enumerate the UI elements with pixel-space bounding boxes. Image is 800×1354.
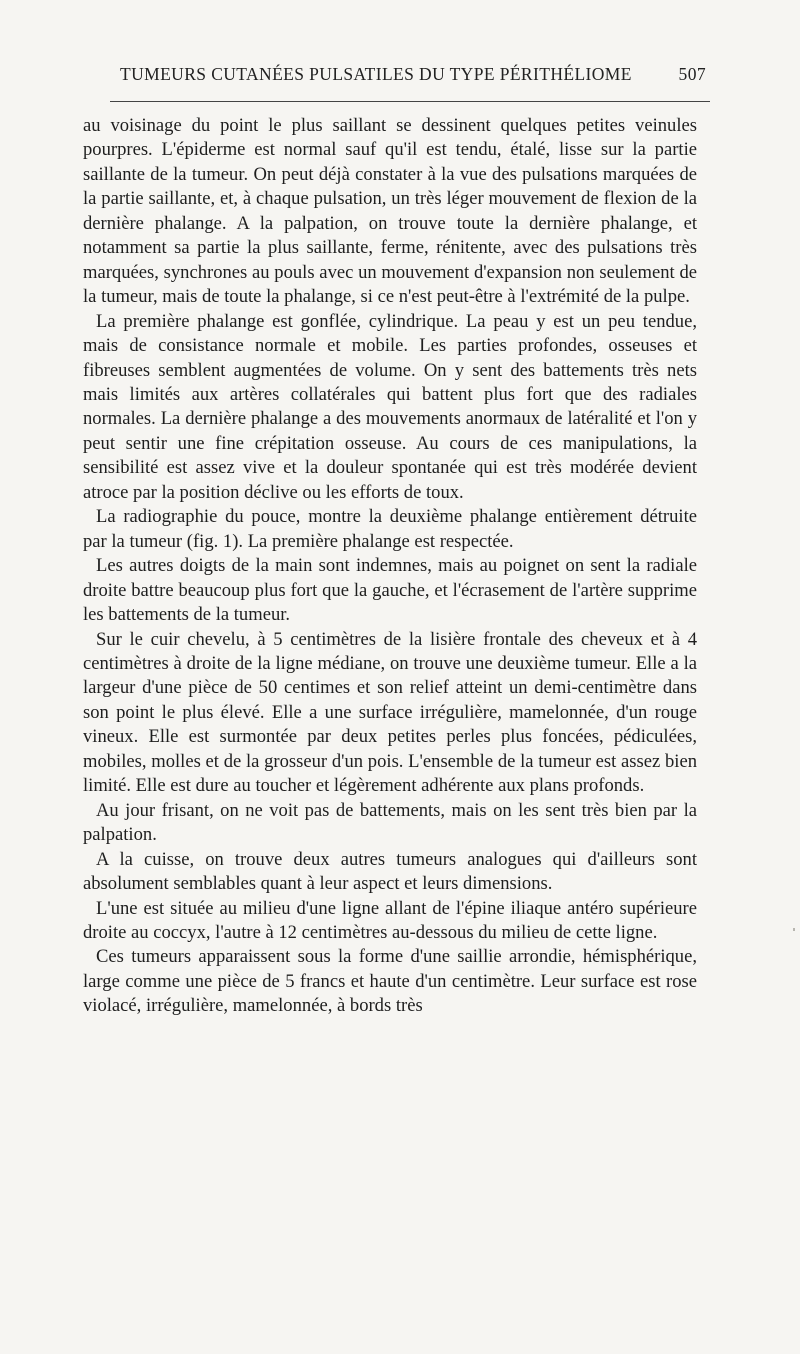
paragraph-continuation: au voisinage du point le plus saillant se dessinent quelques petites veinules pourpres. L'épiderme est normal sauf qu'il est tendu, étalé, lisse sur la partie saillante de la tumeur. On peut déjà constater à la vue des pulsations marquées de la partie saillante, et, à chaque pulsation, un très léger mouvement de flexion de la dernière phalange. A la palpation, on trouve toute la dernière phalange, et notamment sa partie la plus saillante, ferme, rénitente, avec des pulsations très marquées, synchrones au pouls avec un mouvement d'expansion non seulement de la tumeur, mais de toute la phalange, si ce n'est peut-être à l'extrémité de la pulpe. bbox=[83, 115, 697, 308]
running-title: TUMEURS CUTANÉES PULSATILES DU TYPE PÉRITHÉLIOME bbox=[120, 64, 632, 84]
running-header bbox=[110, 64, 710, 90]
page-number: 507 bbox=[678, 64, 706, 84]
paragraph: La première phalange est gonflée, cylindrique. La peau y est un peu tendue, mais de consistance normale et mobile. Les parties profondes, osseuses et fibreuses semblent augmentées de volume. On y sent des battements très nets mais limités aux artères collatérales qui battent plus fort que des radiales normales. La dernière phalange a des mouvements anormaux de latéralité et l'on y peut sentir une fine crépitation osseuse. Au cours de ces manipulations, la sensibilité est assez vive et la douleur spontanée qui est très modérée devient atroce par la position déclive ou les efforts de toux. bbox=[83, 310, 697, 503]
paragraph: L'une est située au milieu d'une ligne allant de l'épine iliaque antéro supérieure droite au coccyx, l'autre à 12 centimètres au-dessous du milieu de cette ligne. bbox=[83, 897, 697, 943]
paragraph: Au jour frisant, on ne voit pas de battements, mais on les sent très bien par la palpation. bbox=[83, 799, 697, 846]
header-rule bbox=[110, 101, 710, 102]
paragraph-last: Ces tumeurs apparaissent sous la forme d'une saillie arrondie, hémisphérique, large comme une pièce de 5 francs et haute d'un centimètre. Leur surface est rose violacé, irrégulière, mamelonnée, à bords très bbox=[83, 946, 697, 1017]
paragraph: A la cuisse, on trouve deux autres tumeurs analogues qui d'ailleurs sont absolument semblables quant à leur aspect et leurs dimensions. bbox=[83, 848, 697, 895]
paragraph: Sur le cuir chevelu, à 5 centimètres de la lisière frontale des cheveux et à 4 centimètres à droite de la ligne médiane, on trouve une deuxième tumeur. Elle a la largeur d'une pièce de 50 centimes et son relief atteint un demi-centimètre dans son point le plus élevé. Elle a une surface irrégulière, mamelonnée, d'un rouge vineux. Elle est surmontée par deux petites perles plus foncées, pédiculées, mobiles, molles et de la grosseur d'un pois. L'ensemble de la tumeur est assez bien limité. Elle est dure au toucher et légèrement adhérente aux plans profonds. bbox=[83, 628, 697, 797]
paragraph: Les autres doigts de la main sont indemnes, mais au poignet on sent la radiale droite battre beaucoup plus fort que la gauche, et l'écrasement de l'artère supprime les battements de la tumeur. bbox=[83, 555, 697, 626]
paragraph: La radiographie du pouce, montre la deuxième phalange entièrement détruite par la tumeur (fig. 1). La première phalange est respectée. bbox=[83, 506, 697, 552]
paper-speck bbox=[793, 928, 795, 931]
body-text bbox=[83, 114, 697, 1019]
